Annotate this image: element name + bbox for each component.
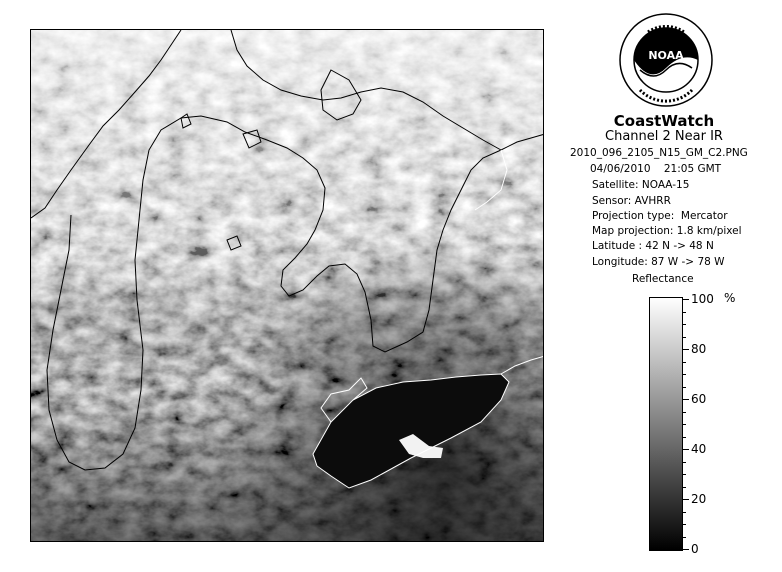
colorbar-tick-mark: [683, 337, 686, 338]
satellite-label: Satellite: NOAA-15: [592, 179, 690, 191]
colorbar-tick-mark: [683, 299, 689, 300]
colorbar-tick-label: 60: [691, 392, 707, 406]
colorbar-unit: %: [724, 291, 736, 305]
projection-type-label: Projection type: Mercator: [592, 210, 728, 222]
colorbar-tick-mark: [683, 374, 686, 375]
colorbar-tick-mark: [683, 549, 689, 550]
colorbar-tick-mark: [683, 424, 686, 425]
colorbar-tick-mark: [683, 312, 686, 313]
colorbar-tick-mark: [683, 524, 686, 525]
colorbar-tick-mark: [683, 474, 686, 475]
colorbar-tick-mark: [683, 487, 686, 488]
satellite-image: [30, 29, 544, 542]
brand-title: CoastWatch: [613, 112, 715, 130]
colorbar-tick-mark: [683, 449, 689, 450]
colorbar-tick-mark: [683, 349, 689, 350]
colorbar-tick-label: 40: [691, 442, 707, 456]
sensor-label: Sensor: AVHRR: [592, 195, 671, 207]
colorbar-tick-mark: [683, 437, 686, 438]
colorbar-tick-mark: [683, 512, 686, 513]
channel-label: Channel 2 Near IR: [605, 129, 723, 144]
colorbar-tick-mark: [683, 412, 686, 413]
latitude-label: Latitude : 42 N -> 48 N: [592, 240, 714, 252]
noaa-logo-icon: [618, 12, 714, 108]
satellite-scene: [31, 30, 544, 542]
colorbar-tick-label: 100: [691, 292, 714, 306]
colorbar-tick-mark: [683, 462, 686, 463]
datetime-label: 04/06/2010 21:05 GMT: [590, 163, 722, 175]
info-panel: [546, 0, 782, 572]
colorbar-tick-label: 20: [691, 492, 707, 506]
map-projection-label: Map projection: 1.8 km/pixel: [592, 225, 742, 237]
colorbar-tick-label: 0: [691, 542, 699, 556]
colorbar-tick-mark: [683, 399, 689, 400]
reflectance-colorbar: [649, 297, 683, 551]
colorbar-title: Reflectance: [632, 273, 694, 285]
colorbar-tick-mark: [683, 362, 686, 363]
longitude-label: Longitude: 87 W -> 78 W: [592, 256, 725, 268]
colorbar-tick-mark: [683, 324, 686, 325]
svg-text:NOAA: NOAA: [648, 49, 684, 62]
filename-label: 2010_096_2105_N15_GM_C2.PNG: [570, 147, 748, 159]
colorbar-tick-mark: [683, 499, 689, 500]
colorbar-tick-label: 80: [691, 342, 707, 356]
colorbar-tick-mark: [683, 387, 686, 388]
colorbar-tick-mark: [683, 537, 686, 538]
